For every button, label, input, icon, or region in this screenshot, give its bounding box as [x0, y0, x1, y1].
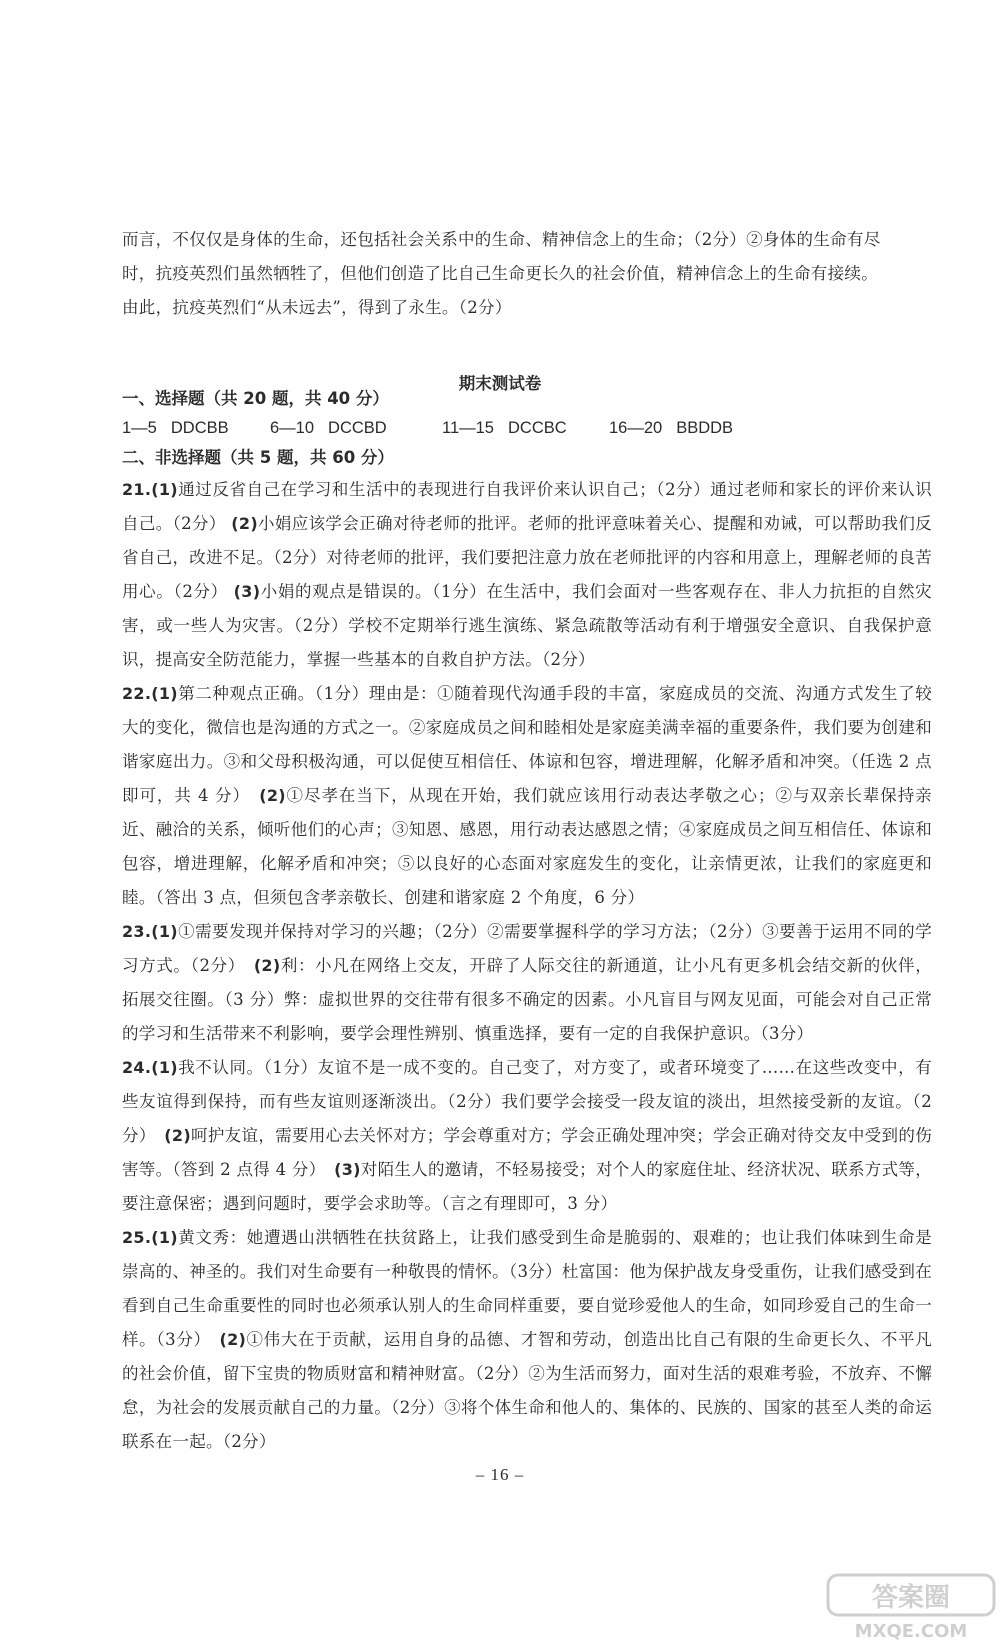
question-22 — [122, 677, 932, 915]
part-text: 呵护友谊，需要用心去关怀对方；学会尊重对方；学会正确处理冲突；学会正确对待交友中受到的伤害等。（答到 2 点得 4 分） — [122, 1126, 932, 1179]
answer-range: 1—5 — [122, 419, 157, 437]
watermark-text-top: 答案圈 — [871, 1583, 951, 1613]
part-label: (2) — [164, 1126, 191, 1145]
page-number: – 16 – — [475, 1465, 525, 1484]
section-heading-choice: 一、选择题（共 20 题，共 40 分） — [122, 389, 389, 408]
part-text: 第二种观点正确。（1分）理由是：①随着现代沟通手段的丰富，家庭成员的交流、沟通方式发生了较大的变化，微信也是沟通的方式之一。②家庭成员之间和睦相处是家庭美满幸福的重要条件，我们要为创建和谐家庭出力。③和父母积极沟通，可以促使互相信任、体谅和包容，增进理解，化解矛盾和冲突。（任选 2 点即可，共 4 分） — [122, 684, 932, 805]
question-number: 25. — [122, 1228, 152, 1247]
part-text: ①伟大在于贡献，运用自身的品德、才智和劳动，创造出比自己有限的生命更长久、不平凡的社会价值，留下宝贵的物质财富和精神财富。（2分）②为生活而努力，面对生活的艰难考验，不放弃、不懈怠，为社会的发展贡献自己的力量。（2分）③将个体生命和他人的、集体的、民族的、国家的甚至人类的命运联系在一起。（2分） — [122, 1330, 932, 1451]
part-text: 对陌生人的邀请，不轻易接受；对个人的家庭住址、经济状况、联系方式等，要注意保密；遇到问题时，要学会求助等。（言之有理即可，3 分） — [122, 1160, 932, 1213]
section-heading-nonchoice: 二、非选择题（共 5 题，共 60 分） — [122, 448, 394, 467]
question-21 — [122, 473, 932, 677]
answer-value: DCCBC — [507, 419, 567, 437]
answer-value: BBDDB — [676, 419, 734, 437]
part-text: 利：小凡在网络上交友，开辟了人际交往的新通道，让小凡有更多机会结交新的伙伴，拓展交往圈。（3 分）弊：虚拟世界的交往带有很多不确定的因素。小凡盲目与网友见面，可能会对自己正常的学习和生活带来不利影响，要学会理性辨别、慎重选择，要有一定的自我保护意识。（3分） — [122, 956, 932, 1043]
answer-value: DCCBD — [328, 419, 387, 437]
part-text: 我不认同。（1分）友谊不是一成不变的。自己变了，对方变了，或者环境变了……在这些改变中，有些友谊得到保持，而有些友谊则逐渐淡出。（2分）我们要学会接受一段友谊的淡出，坦然接受新的友谊。（2分） — [122, 1058, 932, 1145]
answer-value: DDCBB — [170, 419, 229, 437]
intro-paragraph — [122, 223, 932, 325]
answer-group — [442, 413, 567, 443]
part-text: 小娟应该学会正确对待老师的批评。老师的批评意味着关心、提醒和劝诫，可以帮助我们反省自己，改进不足。（2分）对待老师的批评，我们要把注意力放在老师批评的内容和用意上，理解老师的良苦用心。（2分） — [122, 514, 932, 601]
answer-group — [122, 413, 229, 443]
part-text: 小娟的观点是错误的。（1分）在生活中，我们会面对一些客观存在、非人力抗拒的自然灾害，或一些人为灾害。（2分）学校不定期举行逃生演练、紧急疏散等活动有利于增强安全意识、自我保护意识，提高安全防范能力，掌握一些基本的自救自护方法。（2分） — [122, 582, 932, 669]
question-24 — [122, 1051, 932, 1221]
questions-block — [122, 473, 932, 1459]
intro-line: 由此，抗疫英烈们“从未远去”，得到了永生。（2分） — [122, 298, 512, 317]
question-number: 24. — [122, 1058, 152, 1077]
part-label: (1) — [151, 1228, 178, 1247]
question-number: 23. — [122, 922, 152, 941]
part-text: ①需要发现并保持对学习的兴趣；（2分）②需要掌握科学的学习方法；（2分）③要善于运用不同的学习方式。（2分） — [122, 922, 932, 975]
answer-range: 16—20 — [609, 419, 663, 437]
part-label: (1) — [151, 480, 178, 499]
intro-line: 时，抗疫英烈们虽然牺牲了，但他们创造了比自己生命更长久的社会价值，精神信念上的生命有接续。 — [122, 264, 878, 283]
question-number: 22. — [122, 684, 152, 703]
answer-range: 11—15 — [442, 419, 494, 437]
part-label: (1) — [151, 684, 178, 703]
part-label: (2) — [219, 1330, 247, 1349]
watermark-text-bottom: MXQE.COM — [854, 1621, 968, 1642]
part-label: (1) — [151, 1058, 178, 1077]
part-label: (2) — [253, 956, 281, 975]
answer-group — [270, 413, 387, 443]
part-text: 黄文秀：她遭遇山洪牺牲在扶贫路上，让我们感受到生命是脆弱的、艰难的；也让我们体味到生命是崇高的、神圣的。我们对生命要有一种敬畏的情怀。（3分）杜富国：他为保护战友身受重伤，让我们感受到在看到自己生命重要性的同时也必须承认别人的生命同样重要，要自觉珍爱他人的生命，如同珍爱自己的生命一样。（3分） — [122, 1228, 932, 1349]
part-text: 通过反省自己在学习和生活中的表现进行自我评价来认识自己；（2分）通过老师和家长的评价来认识自己。（2分） — [122, 480, 932, 533]
part-label: (2) — [259, 786, 286, 805]
question-23 — [122, 915, 932, 1051]
answer-group — [609, 413, 733, 443]
part-label: (2) — [231, 514, 258, 533]
part-label: (3) — [233, 582, 261, 601]
watermark-logo — [826, 1573, 996, 1643]
answer-range: 6—10 — [270, 419, 315, 437]
intro-line: 而言，不仅仅是身体的生命，还包括社会关系中的生命、精神信念上的生命；（2分）②身体的生命有尽 — [122, 230, 881, 249]
choice-answers-row — [122, 413, 942, 443]
exam-title: 期末测试卷 — [458, 374, 542, 393]
part-label: (3) — [334, 1160, 361, 1179]
part-label: (1) — [151, 922, 178, 941]
question-25 — [122, 1221, 932, 1459]
part-text: ①尽孝在当下，从现在开始，我们就应该用行动表达孝敬之心；②与双亲长辈保持亲近、融洽的关系，倾听他们的心声；③知恩、感恩，用行动表达感恩之情；④家庭成员之间互相信任、体谅和包容，增进理解，化解矛盾和冲突；⑤以良好的心态面对家庭发生的变化，让亲情更浓，让我们的家庭更和睦。（答出 3 点，但须包含孝亲敬长、创建和谐家庭 2 个角度，6 分） — [122, 786, 932, 907]
question-number: 21. — [122, 480, 152, 499]
